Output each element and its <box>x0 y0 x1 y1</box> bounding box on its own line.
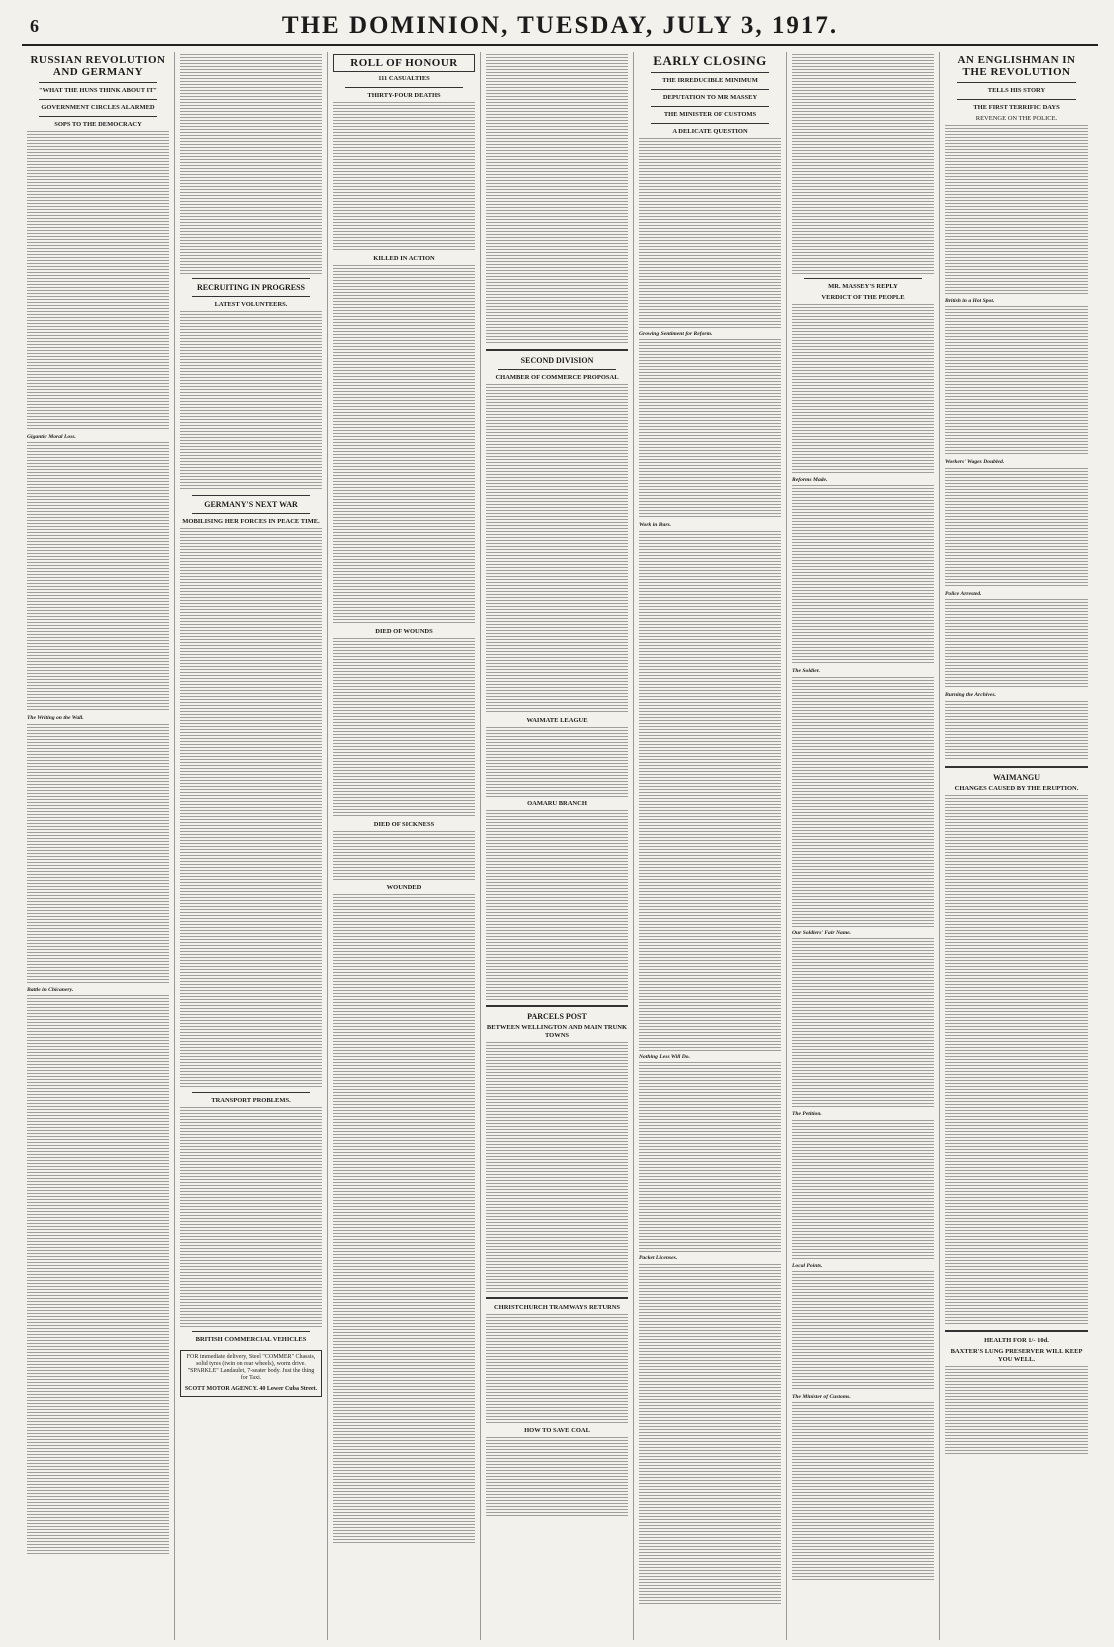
rule <box>192 296 310 297</box>
article-text <box>945 306 1088 456</box>
subhead-casualties: 111 CASUALTIES <box>378 75 430 82</box>
article-text <box>486 727 628 797</box>
headline-tramways: CHRISTCHURCH TRAMWAYS RETURNS <box>493 1304 621 1311</box>
article-text <box>27 995 169 1555</box>
article-text <box>486 1042 628 1292</box>
kicker-nothing-less: Nothing Less Will Do. <box>639 1053 690 1060</box>
rule <box>945 766 1088 768</box>
rule <box>498 369 616 370</box>
article-text <box>639 1062 781 1252</box>
article-text <box>792 1271 934 1391</box>
casualty-list <box>333 265 475 625</box>
headline-germanys-next-war: GERMANY'S NEXT WAR <box>204 500 298 509</box>
article-text <box>486 1437 628 1517</box>
article-text <box>180 528 322 1088</box>
casualty-list <box>486 54 628 344</box>
kicker-packet-licenses: Packet Licenses. <box>639 1255 678 1262</box>
headline-commercial-vehicles: BRITISH COMMERCIAL VEHICLES <box>195 1336 307 1343</box>
headline-transport: TRANSPORT PROBLEMS. <box>211 1097 291 1104</box>
subhead-waimate-league: WAIMATE LEAGUE <box>526 717 588 724</box>
kicker-fair-name: Our Soldiers' Fair Name. <box>792 929 852 936</box>
article-text <box>639 531 781 1051</box>
article-text <box>792 1120 934 1260</box>
columns <box>22 52 1098 1640</box>
article-text <box>27 131 169 431</box>
advertisement-text <box>945 1366 1088 1456</box>
kicker-reforms-made: Reforms Made. <box>792 477 828 483</box>
article-text <box>792 1402 934 1582</box>
subhead-tells-story: TELLS HIS STORY <box>987 87 1046 94</box>
kicker-burning-archives: Burning the Archives. <box>945 692 996 699</box>
article-text <box>792 938 934 1108</box>
newspaper-page <box>22 10 1098 1640</box>
kicker-growing-sentiment: Growing Sentiment for Reform. <box>639 331 713 337</box>
ad-subhead-baxters: BAXTER'S LUNG PRESERVER WILL KEEP YOU WELL. <box>950 1347 1083 1363</box>
ad-footer: SCOTT MOTOR AGENCY. 40 Lower Cuba Street. <box>184 1386 318 1392</box>
kicker-minister-customs: The Minister of Customs. <box>792 1394 851 1401</box>
headline-early-closing: EARLY CLOSING <box>653 53 767 68</box>
subhead-volunteers: LATEST VOLUNTEERS. <box>214 301 288 308</box>
article-text <box>486 810 628 1000</box>
subhead-main-trunk: BETWEEN WELLINGTON AND MAIN TRUNK TOWNS <box>486 1024 628 1039</box>
newspaper-title: THE DOMINION, TUESDAY, JULY 3, 1917. <box>281 12 839 39</box>
article-text <box>945 701 1088 761</box>
article-text <box>792 485 934 665</box>
column-2 <box>175 52 328 1640</box>
article-text <box>945 468 1088 588</box>
rule <box>486 349 628 351</box>
ad-body: FOR immediate delivery, Steel "COMMER" Chassis, solid tyres (twin on rear wheels), worm drive. "SPARKLE" Landaulet, 7-seater body. Just the thing for Taxi. <box>186 1354 316 1381</box>
article-text <box>486 384 628 714</box>
casualty-list <box>333 831 475 881</box>
article-text <box>180 1107 322 1327</box>
rule <box>651 72 769 73</box>
kicker-writing-wall: The Writing on the Wall. <box>27 715 84 722</box>
section-wounded: WOUNDED <box>386 884 422 891</box>
rule <box>192 278 310 279</box>
rule <box>39 82 157 83</box>
rule <box>957 82 1076 83</box>
section-died-of-sickness: DIED OF SICKNESS <box>373 821 435 828</box>
subhead-deputation: DEPUTATION TO MR MASSEY <box>662 94 758 101</box>
kicker-local-points: Local Points. <box>792 1262 823 1269</box>
casualty-list <box>333 638 475 818</box>
subhead-verdict: VERDICT OF THE PEOPLE <box>821 294 905 301</box>
kicker-work-in-bars: Work in Bars. <box>639 522 672 529</box>
kicker-chicanery: Battle in Chicanery. <box>27 986 74 993</box>
rule <box>345 87 463 88</box>
rule <box>651 123 769 124</box>
column-4 <box>481 52 634 1640</box>
headline-russian-revolution: RUSSIAN REVOLUTION AND GERMANY <box>30 54 166 78</box>
subhead-terrific-days: THE FIRST TERRIFIC DAYS <box>973 104 1060 111</box>
rule <box>651 106 769 107</box>
column-7 <box>940 52 1093 1640</box>
rule <box>39 116 157 117</box>
rule <box>945 1330 1088 1332</box>
column-3 <box>328 52 481 1640</box>
article-text <box>27 724 169 984</box>
subhead-delicate-question: A DELICATE QUESTION <box>672 128 748 135</box>
rule <box>486 1005 628 1007</box>
page-number: 6 <box>30 16 39 36</box>
article-text <box>945 795 1088 1325</box>
kicker-hot-spot: British in a Hot Spot. <box>945 298 995 304</box>
subhead-mobilising: MOBILISING HER FORCES IN PEACE TIME. <box>182 518 320 525</box>
article-text <box>486 1314 628 1424</box>
subhead-sops: SOPS TO THE DEMOCRACY <box>54 121 142 128</box>
headline-englishman: AN ENGLISHMAN IN THE REVOLUTION <box>957 54 1076 78</box>
article-text <box>639 339 781 519</box>
advertisement-scott-motor <box>180 1350 322 1397</box>
rule <box>39 99 157 100</box>
rule <box>192 1331 310 1332</box>
section-died-of-wounds: DIED OF WOUNDS <box>375 628 433 635</box>
subhead-deaths: THIRTY-FOUR DEATHS <box>367 92 441 99</box>
kicker-wages-doubled: Workers' Wages Doubled. <box>945 459 1005 466</box>
article-text <box>180 54 322 274</box>
subhead-chamber-commerce: CHAMBER OF COMMERCE PROPOSAL <box>495 374 619 381</box>
column-1 <box>22 52 175 1640</box>
article-text <box>639 1264 781 1604</box>
column-5 <box>634 52 787 1640</box>
article-text <box>792 54 934 274</box>
subhead-irreducible-minimum: THE IRREDUCIBLE MINIMUM <box>662 77 758 84</box>
headline-parcels-post: PARCELS POST <box>527 1012 587 1021</box>
subhead-government: GOVERNMENT CIRCLES ALARMED <box>41 104 155 111</box>
subhead-eruption: CHANGES CAUSED BY THE ERUPTION. <box>954 784 1079 792</box>
kicker-police-arrested: Police Arrested. <box>945 590 982 597</box>
rule <box>957 99 1076 100</box>
article-text <box>180 311 322 491</box>
headline-waimangu: WAIMANGU <box>992 772 1041 782</box>
casualty-list <box>333 894 475 1544</box>
section-killed-in-action: KILLED IN ACTION <box>373 255 435 262</box>
kicker-the-soldier: The Soldier. <box>792 668 820 675</box>
casualty-text <box>333 102 475 252</box>
kicker-petition: The Petition. <box>792 1111 822 1118</box>
rule <box>192 1092 310 1093</box>
rule <box>651 89 769 90</box>
headline-save-coal: HOW TO SAVE COAL <box>524 1427 590 1434</box>
rule <box>192 513 310 514</box>
subhead-oamaru-branch: OAMARU BRANCH <box>527 800 587 807</box>
headline-recruiting: RECRUITING IN PROGRESS <box>196 283 306 292</box>
rule <box>486 1297 628 1299</box>
subhead-huns: "WHAT THE HUNS THINK ABOUT IT" <box>38 87 158 94</box>
column-6 <box>787 52 940 1640</box>
subhead-revenge-police: REVENGE ON THE POLICE. <box>975 115 1058 122</box>
article-text <box>945 599 1088 689</box>
masthead <box>22 10 1098 46</box>
article-text <box>792 304 934 474</box>
article-text <box>639 138 781 328</box>
subhead-minister-customs: THE MINISTER OF CUSTOMS <box>663 111 757 118</box>
headline-roll-of-honour: ROLL OF HONOUR <box>333 54 475 72</box>
article-text <box>792 677 934 927</box>
headline-second-division: SECOND DIVISION <box>520 356 594 365</box>
kicker-moral-loss: Gigantic Moral Loss. <box>27 434 76 440</box>
headline-massey-reply: MR. MASSEY'S REPLY <box>828 283 898 290</box>
article-text <box>27 442 169 712</box>
rule <box>804 278 922 279</box>
ad-headline-health: HEALTH FOR 1/- 10d. <box>984 1336 1049 1344</box>
article-text <box>945 125 1088 295</box>
rule <box>192 495 310 496</box>
